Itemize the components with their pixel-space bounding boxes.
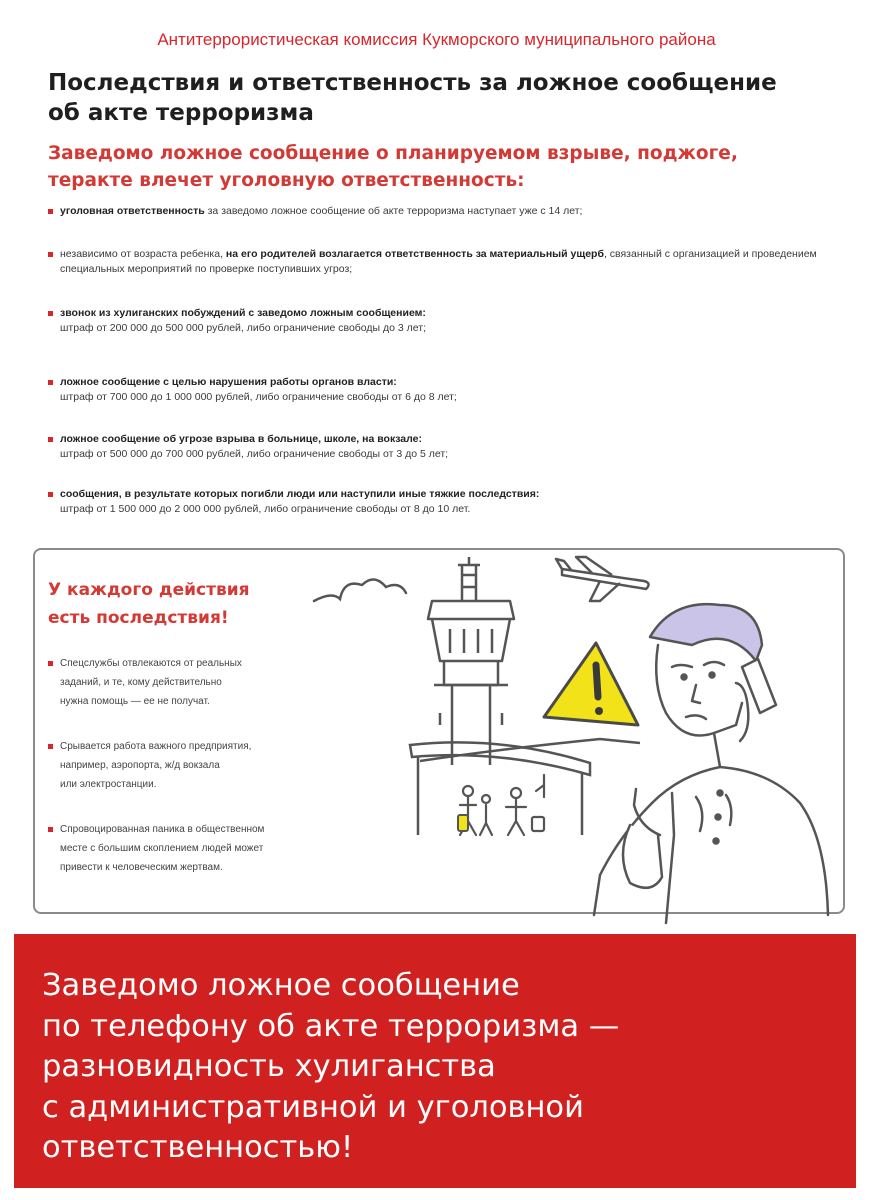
consequence-line: Спровоцированная паника в общественном xyxy=(60,824,265,835)
banner-line: с административной и уголовной xyxy=(42,1089,584,1125)
bullet-marker xyxy=(48,744,53,749)
bullet-marker xyxy=(48,661,53,666)
consequence-line: заданий, и те, кому действительно xyxy=(60,677,222,688)
luggage-icon xyxy=(458,815,468,831)
lead-line: теракте влечет уголовную ответственность: xyxy=(48,170,525,191)
consequence-line: месте с большим скоплением людей может xyxy=(60,843,264,854)
organization-header: Антитеррористическая комиссия Кукморского муниципального района xyxy=(157,30,716,49)
bullet-marker xyxy=(48,827,53,832)
bullet-text: штраф от 200 000 до 500 000 рублей, либо ограничение свободы до 3 лет; xyxy=(60,322,426,334)
lead-statement xyxy=(48,140,828,194)
consequence-line: нужна помощь — ее не получат. xyxy=(60,696,210,707)
bullet-bold: ложное сообщение об угрозе взрыва в больнице, школе, на вокзале: xyxy=(60,433,423,445)
bullet-text: , связанный с организацией и проведением специальных мероприятий по проверке поступивших угроз; xyxy=(60,248,817,275)
consequences-title-line: У каждого действия xyxy=(48,580,250,600)
banner-line: по телефону об акте терроризма — xyxy=(42,1008,620,1044)
list-item xyxy=(48,204,853,219)
bullet-marker xyxy=(48,209,53,214)
bullet-marker xyxy=(48,492,53,497)
page-title xyxy=(48,68,848,128)
bullet-marker xyxy=(48,380,53,385)
bullet-text: независимо от возраста ребенка, xyxy=(60,248,226,260)
cloud-icon xyxy=(314,579,406,601)
control-tower-icon xyxy=(428,557,514,765)
consequences-title-line: есть последствия! xyxy=(48,608,229,628)
list-item xyxy=(48,247,853,277)
consequence-line: Срывается работа важного предприятия, xyxy=(60,741,252,752)
banner-text xyxy=(42,966,822,1169)
list-item xyxy=(48,306,853,336)
consequence-line: Спецслужбы отвлекаются от реальных xyxy=(60,658,242,669)
banner-line: ответственностью! xyxy=(42,1130,354,1165)
travelers-icon xyxy=(460,775,544,835)
list-item xyxy=(48,432,853,462)
warning-icon xyxy=(544,643,638,725)
list-item xyxy=(48,375,853,405)
bullet-text: штраф от 1 500 000 до 2 000 000 рублей, либо ограничение свободы от 8 до 10 лет. xyxy=(60,503,471,515)
phone-call-illustration xyxy=(300,535,870,935)
banner-line: Заведомо ложное сообщение xyxy=(42,968,520,1003)
bullet-text: штраф от 700 000 до 1 000 000 рублей, либо ограничение свободы от 6 до 8 лет; xyxy=(60,391,457,403)
consequence-line: например, аэропорта, ж/д вокзала xyxy=(60,760,220,771)
bullet-bold: звонок из хулиганских побуждений с заведомо ложным сообщением: xyxy=(60,307,426,319)
consequence-line: или электростанции. xyxy=(60,779,157,790)
bullet-text: за заведомо ложное сообщение об акте терроризма наступает уже с 14 лет; xyxy=(204,205,583,217)
bullet-text: штраф от 500 000 до 700 000 рублей, либо ограничение свободы от 3 до 5 лет; xyxy=(60,448,449,460)
bullet-marker xyxy=(48,437,53,442)
consequence-line: привести к человеческим жертвам. xyxy=(60,862,223,873)
title-line: об акте терроризма xyxy=(48,100,314,126)
bullet-bold: ложное сообщение с целью нарушения работы органов власти: xyxy=(60,376,397,388)
airplane-icon xyxy=(556,557,649,601)
lead-line: Заведомо ложное сообщение о планируемом взрыве, поджоге, xyxy=(48,143,738,164)
bullet-bold: на его родителей возлагается ответственность за материальный ущерб xyxy=(225,248,604,260)
title-line: Последствия и ответственность за ложное сообщение xyxy=(48,70,777,96)
bullet-marker xyxy=(48,252,53,257)
bullet-bold: сообщения, в результате которых погибли люди или наступили иные тяжкие последствия: xyxy=(60,488,540,500)
bullet-marker xyxy=(48,311,53,316)
banner-line: разновидность хулиганства xyxy=(42,1049,496,1084)
person-on-phone xyxy=(594,604,828,923)
list-item xyxy=(48,487,853,517)
bullet-bold: уголовная ответственность xyxy=(60,205,205,217)
